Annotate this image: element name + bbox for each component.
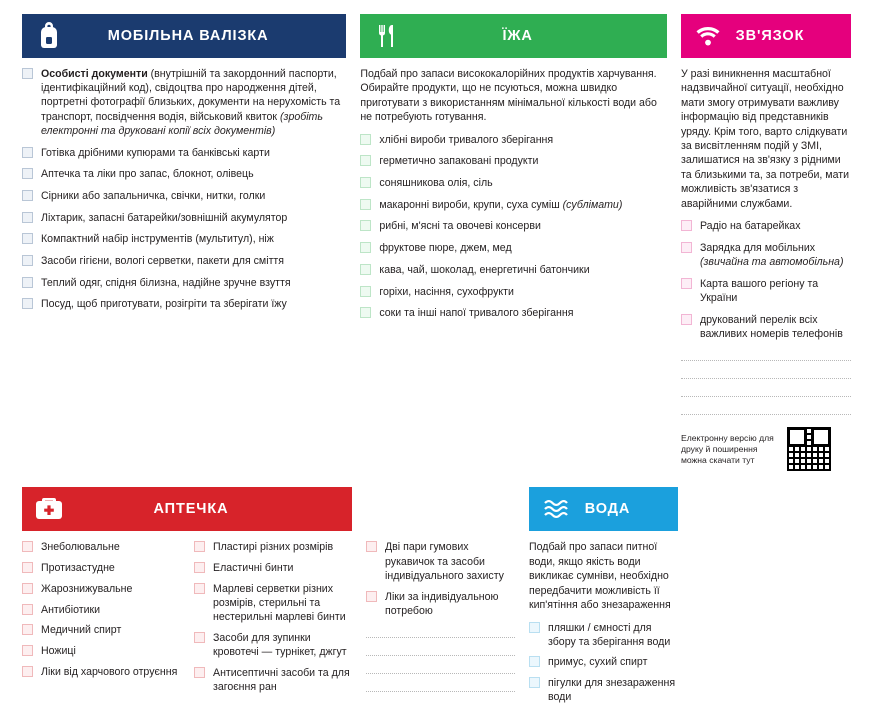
checkbox[interactable] — [681, 242, 692, 253]
section-communication — [681, 14, 851, 473]
firstaid-list-1 — [22, 540, 180, 678]
write-in-line[interactable] — [681, 402, 851, 415]
list-item-label: Карта вашого регіону та України — [699, 277, 819, 304]
list-item[interactable] — [22, 254, 346, 268]
list-item[interactable] — [681, 241, 851, 269]
checkbox[interactable] — [360, 177, 371, 188]
checkbox[interactable] — [22, 147, 33, 158]
list-item[interactable] — [194, 666, 352, 694]
list-item-label: Теплий одяг, спідня білизна, надійне зручне взуття — [41, 276, 291, 289]
list-item-label: Антибіотики — [41, 603, 101, 616]
list-item-label: горіхи, насіння, сухофрукти — [379, 285, 514, 298]
backpack-icon — [32, 19, 66, 53]
water-header — [529, 487, 678, 531]
section-food — [360, 14, 667, 473]
top-row — [22, 14, 851, 473]
communication-header — [681, 14, 851, 58]
checkbox[interactable] — [681, 278, 692, 289]
cutlery-icon — [370, 19, 404, 53]
list-item[interactable] — [22, 603, 180, 617]
list-item-label: пігулки для знезараження води — [548, 677, 676, 704]
list-item[interactable] — [360, 133, 667, 147]
water-title: ВОДА — [584, 501, 631, 518]
checkbox[interactable] — [22, 562, 33, 573]
write-in-line[interactable] — [366, 625, 515, 638]
waves-icon — [539, 492, 573, 526]
firstaid-column-3-spacer — [366, 487, 515, 531]
list-item-label: Засоби гігієни, вологі серветки, пакети для сміття — [41, 255, 285, 268]
checkbox[interactable] — [22, 168, 33, 179]
checkbox[interactable] — [360, 220, 371, 231]
list-item-label: хлібні вироби тривалого зберігання — [379, 133, 554, 146]
bottom-two-columns — [366, 531, 678, 711]
firstaid-list-2 — [194, 540, 352, 694]
checkbox[interactable] — [194, 667, 205, 678]
list-item-label: Еластичні бинти — [213, 562, 294, 575]
checkbox[interactable] — [681, 220, 692, 231]
qr-code-icon[interactable] — [785, 425, 833, 473]
list-item[interactable] — [22, 582, 180, 596]
firstaid-title: АПТЕЧКА — [153, 501, 229, 518]
list-item[interactable] — [22, 67, 346, 138]
list-item[interactable] — [194, 631, 352, 659]
food-header — [360, 14, 667, 58]
list-item-label: друкований перелік всіх важливих номерів телефонів — [699, 313, 843, 340]
checkbox[interactable] — [22, 68, 33, 79]
write-in-line[interactable] — [681, 366, 851, 379]
list-item[interactable] — [22, 297, 346, 311]
list-item-label: Ліки за індивідуальною потребою — [385, 590, 499, 617]
suitcase-body — [22, 58, 346, 312]
write-in-line[interactable] — [366, 643, 515, 656]
list-item[interactable] — [360, 219, 667, 233]
list-item-label: соки та інші напої тривалого зберігання — [379, 307, 574, 320]
list-item[interactable] — [360, 263, 667, 277]
list-item[interactable] — [22, 211, 346, 225]
list-item-label: примус, сухий спирт — [548, 656, 648, 669]
checkbox[interactable] — [194, 562, 205, 573]
food-title: ЇЖА — [502, 28, 533, 44]
item-italic: (сублімати) — [562, 198, 623, 211]
list-item[interactable] — [22, 167, 346, 181]
firstaid-list-3 — [366, 540, 515, 618]
list-item-label: Сірники або запальничка, свічки, нитки, голки — [41, 189, 266, 202]
checkbox[interactable] — [22, 624, 33, 635]
list-item[interactable] — [360, 306, 667, 320]
checkbox[interactable] — [22, 583, 33, 594]
list-item-label: Марлеві серветки різних розмірів, стерильні та нестерильні марлеві бинти — [213, 582, 346, 624]
section-first-aid — [22, 487, 352, 711]
list-item[interactable] — [22, 232, 346, 246]
list-item[interactable] — [22, 665, 180, 679]
write-in-line[interactable] — [366, 679, 515, 692]
list-item[interactable] — [681, 219, 851, 233]
suitcase-header — [22, 14, 346, 58]
list-item[interactable] — [360, 154, 667, 168]
write-in-line[interactable] — [366, 661, 515, 674]
checkbox[interactable] — [360, 286, 371, 297]
list-item-label: кава, чай, шоколад, енергетичні батончики — [379, 263, 590, 276]
list-item-label: Посуд, щоб приготувати, розігріти та зберігати їжу — [41, 298, 287, 311]
list-item-label: Ліхтарик, запасні батарейки/зовнішній акумулятор — [41, 211, 288, 224]
list-item[interactable] — [681, 277, 851, 305]
list-item[interactable] — [22, 623, 180, 637]
list-item[interactable] — [529, 676, 678, 704]
list-item-label: Ліки від харчового отруєння — [41, 665, 178, 678]
food-intro: Подбай про запаси висококалорійних продуктів харчування. Обирайте продукти, що не псуються, можна швидко приготувати з використанням мінімальної кількості води або не потребують готування. — [360, 68, 657, 124]
checkbox[interactable] — [360, 134, 371, 145]
list-item[interactable] — [360, 285, 667, 299]
firstaid-column-1 — [22, 540, 180, 700]
list-item[interactable] — [22, 146, 346, 160]
list-item[interactable] — [360, 176, 667, 190]
checkbox[interactable] — [360, 307, 371, 318]
suitcase-title: МОБІЛЬНА ВАЛІЗКА — [107, 28, 269, 44]
checkbox[interactable] — [366, 591, 377, 602]
list-item-label: Антисептичні засоби та для загоєння ран — [213, 666, 350, 694]
checkbox[interactable] — [22, 298, 33, 309]
list-item[interactable] — [360, 198, 667, 212]
checkbox[interactable] — [360, 199, 371, 210]
list-item[interactable] — [366, 540, 515, 583]
firstaid-header — [22, 487, 352, 531]
checkbox[interactable] — [194, 583, 205, 594]
checkbox[interactable] — [22, 666, 33, 677]
list-item-label: Знеболювальне — [41, 541, 120, 554]
qr-caption: Електронну версію для друку й поширення можна скачати тут — [680, 432, 774, 465]
water-intro: Подбай про запаси питної води, якщо якість води викликає сумніви, необхідно передбачити можливість її кип'ятіння або знезараження — [529, 541, 671, 612]
list-item[interactable] — [194, 540, 352, 554]
food-list — [360, 133, 667, 321]
communication-body — [681, 58, 851, 473]
list-item-label: рибні, м'ясні та овочеві консерви — [379, 220, 541, 233]
firstaid-column-2 — [194, 540, 352, 700]
checkbox[interactable] — [22, 604, 33, 615]
water-list — [529, 621, 678, 705]
checkbox[interactable] — [194, 541, 205, 552]
bottom-right-spacer — [692, 487, 851, 711]
list-item-label: макаронні вироби, крупи, суха суміш (сублімати) — [379, 198, 623, 211]
food-body — [360, 58, 667, 320]
communication-title: ЗВ'ЯЗОК — [735, 28, 805, 44]
list-item[interactable] — [22, 189, 346, 203]
section-water-wrapper — [366, 487, 678, 711]
list-item-label: Аптечка та ліки про запас, блокнот, олівець — [41, 168, 254, 181]
list-item[interactable] — [22, 540, 180, 554]
list-item-label: Медичний спирт — [41, 624, 122, 637]
checkbox[interactable] — [22, 233, 33, 244]
checkbox[interactable] — [366, 541, 377, 552]
item-italic: (звичайна та автомобільна) — [699, 255, 844, 268]
list-item-label: Готівка дрібними купюрами та банківські карти — [41, 146, 270, 159]
checkbox[interactable] — [22, 541, 33, 552]
checkbox[interactable] — [360, 155, 371, 166]
list-item-label: Компактний набір інструментів (мультитул), ніж — [41, 233, 274, 246]
list-item[interactable] — [22, 276, 346, 290]
qr-block — [681, 425, 851, 473]
list-item-label: пляшки / ємності для збору та зберігання води — [548, 621, 671, 648]
list-item[interactable] — [194, 582, 352, 625]
list-item-label: Пластирі різних розмірів — [213, 541, 334, 554]
wifi-icon — [691, 19, 725, 53]
checkbox[interactable] — [22, 212, 33, 223]
list-item-label: Дві пари гумових рукавичок та засоби індивідуального захисту — [385, 541, 504, 582]
list-item-label: Ножиці — [41, 645, 76, 657]
checkbox[interactable] — [22, 645, 33, 656]
list-item-label: Зарядка для мобільних (звичайна та автомобільна) — [699, 241, 844, 268]
list-item[interactable] — [22, 561, 180, 575]
list-item[interactable] — [360, 241, 667, 255]
communication-list — [681, 219, 851, 341]
bottom-row — [22, 487, 851, 711]
checkbox[interactable] — [22, 277, 33, 288]
list-item-label: Протизастудне — [41, 562, 115, 575]
medkit-icon — [32, 492, 66, 526]
checkbox[interactable] — [529, 622, 540, 633]
checkbox[interactable] — [529, 656, 540, 667]
list-item-label: Засоби для зупинки кровотечі — турнікет, джгут — [213, 632, 347, 659]
write-in-line[interactable] — [681, 348, 851, 361]
item-italic: (зробіть електронні та друковані копії всіх документів) — [41, 110, 323, 137]
section-mobile-suitcase — [22, 14, 346, 473]
checkbox[interactable] — [681, 314, 692, 325]
write-in-line[interactable] — [681, 384, 851, 397]
list-item[interactable] — [194, 561, 352, 575]
water-body — [529, 531, 678, 711]
list-item-label: герметично запаковані продукти — [379, 155, 539, 168]
checkbox[interactable] — [22, 255, 33, 266]
list-item-label: Жарознижувальне — [41, 582, 133, 595]
item-emphasis: Особисті документи — [41, 68, 148, 80]
checkbox[interactable] — [22, 190, 33, 201]
list-item[interactable] — [529, 621, 678, 649]
firstaid-body — [22, 531, 352, 700]
list-item-label: Радіо на батарейках — [699, 220, 801, 233]
list-item[interactable] — [529, 655, 678, 669]
checkbox[interactable] — [360, 242, 371, 253]
list-item-label: Особисті документи (внутрішній та закордонний паспорти, ідентифікаційний код), свідоцтва про народження дітей, портретні фотографії близьких, документи на нерухомість та транспорт, посвідчення водія, військовий квиток (зробіть електронні та друковані копії всіх документів) — [41, 68, 341, 137]
list-item-label: фруктове пюре, джем, мед — [379, 242, 512, 255]
list-item[interactable] — [22, 644, 180, 658]
checkbox[interactable] — [529, 677, 540, 688]
checkbox[interactable] — [194, 632, 205, 643]
section-water — [529, 487, 678, 531]
firstaid-column-3 — [366, 531, 515, 711]
list-item[interactable] — [681, 313, 851, 341]
list-item-label: соняшникова олія, сіль — [379, 177, 493, 190]
communication-intro: У разі виникнення масштабної надзвичайної ситуації, необхідно мати змогу отримувати важливу інформацію від представників уряду. Крім того, варто слідкувати за висвітленням подій у ЗМІ, залишатися на зв'язку з рідними та близькими та, за потреби, мати можливість зв'язатися з аварійними службами. — [680, 68, 849, 210]
checkbox[interactable] — [360, 264, 371, 275]
suitcase-list — [22, 67, 346, 312]
